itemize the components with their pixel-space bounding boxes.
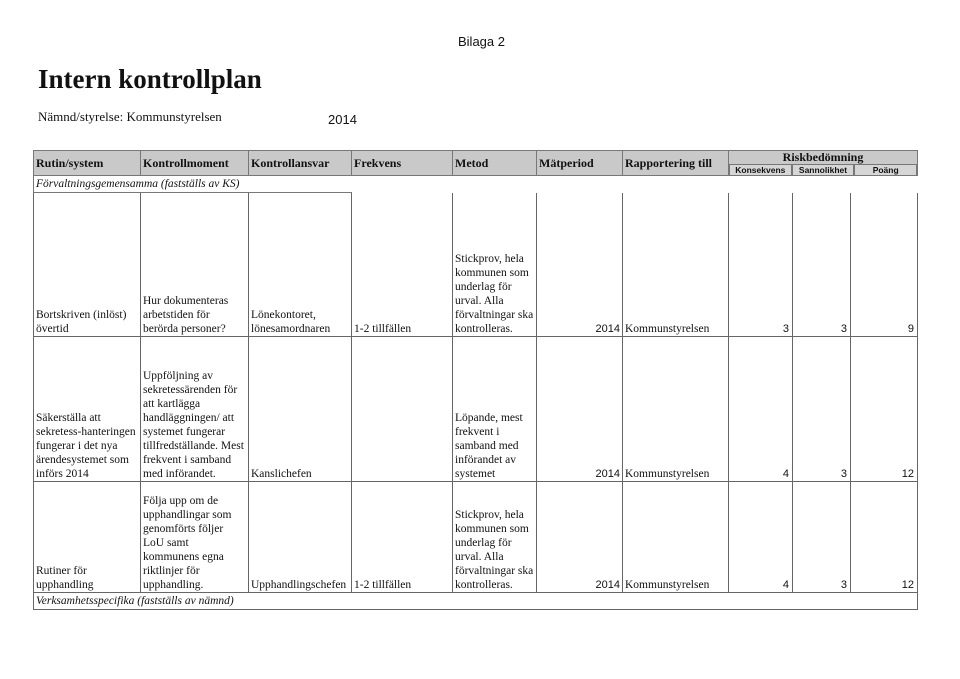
section-label-bottom: Verksamhetsspecifika (fastställs av nämnd) [34,593,352,610]
table-row [34,482,918,593]
cell-kontrollansvar: Lönekontoret, lönesamordnaren [249,193,352,337]
cell-sannolikhet: 3 [793,337,851,482]
cell-rapportering: Kommunstyrelsen [623,482,729,593]
col-header-metod: Metod [453,151,537,176]
cell-poang: 9 [851,193,918,337]
col-header-riskbedomning [729,151,918,176]
col-header-konsekvens: Konsekvens [729,164,792,175]
cell-metod: Löpande, mest frekvent i samband med införandet av systemet [453,337,537,482]
section-label-top: Förvaltningsgemensamma (fastställs av KS) [34,176,352,193]
attachment-label: Bilaga 2 [458,34,505,49]
page-title: Intern kontrollplan [38,64,262,94]
cell-konsekvens: 4 [729,337,793,482]
cell-frekvens [352,337,453,482]
cell-rapportering: Kommunstyrelsen [623,337,729,482]
cell-rutin: Bortskriven (inlöst) övertid [34,193,141,337]
col-header-frekvens: Frekvens [352,151,453,176]
cell-sannolikhet: 3 [793,482,851,593]
col-header-poang: Poäng [854,164,917,175]
cell-matperiod: 2014 [537,193,623,337]
cell-kontrollmoment: Uppföljning av sekretessärenden för att kartlägga handläggningen/ att systemet fungerar tillfredställande. Mest frekvent i samband med införandet. [141,337,249,482]
table-row [34,337,918,482]
col-header-kontrollmoment: Kontrollmoment [141,151,249,176]
cell-frekvens: 1-2 tillfällen [352,482,453,593]
plan-year: 2014 [328,112,357,127]
board-label: Nämnd/styrelse: Kommunstyrelsen [38,109,222,124]
cell-frekvens: 1-2 tillfällen [352,193,453,337]
cell-poang: 12 [851,482,918,593]
cell-kontrollmoment: Följa upp om de upphandlingar som genomförts följer LoU samt kommunens egna riktlinjer för upphandling. [141,482,249,593]
col-header-rapportering: Rapportering till [623,151,729,176]
control-plan-table [33,150,918,610]
cell-kontrollansvar: Upphandlingschefen [249,482,352,593]
section-row-top [34,176,918,193]
cell-konsekvens: 3 [729,193,793,337]
header-row [34,151,918,176]
col-header-rutin: Rutin/system [34,151,141,176]
cell-rutin: Säkerställa att sekretess-hanteringen fungerar i det nya ärendesystemet som införs 2014 [34,337,141,482]
risk-title: Riskbedömning [782,150,864,164]
section-row-bottom [34,593,918,610]
cell-matperiod: 2014 [537,482,623,593]
col-header-sannolikhet: Sannolikhet [792,164,855,175]
cell-konsekvens: 4 [729,482,793,593]
table-row [34,193,918,337]
col-header-matperiod: Mätperiod [537,151,623,176]
cell-metod: Stickprov, hela kommunen som underlag för urval. Alla förvaltningar ska kontrolleras. [453,482,537,593]
cell-metod: Stickprov, hela kommunen som underlag för urval. Alla förvaltningar ska kontrolleras. [453,193,537,337]
cell-rutin: Rutiner för upphandling [34,482,141,593]
cell-kontrollmoment: Hur dokumenteras arbetstiden för berörda personer? [141,193,249,337]
cell-poang: 12 [851,337,918,482]
col-header-kontrollansvar: Kontrollansvar [249,151,352,176]
cell-matperiod: 2014 [537,337,623,482]
cell-sannolikhet: 3 [793,193,851,337]
cell-kontrollansvar: Kanslichefen [249,337,352,482]
cell-rapportering: Kommunstyrelsen [623,193,729,337]
